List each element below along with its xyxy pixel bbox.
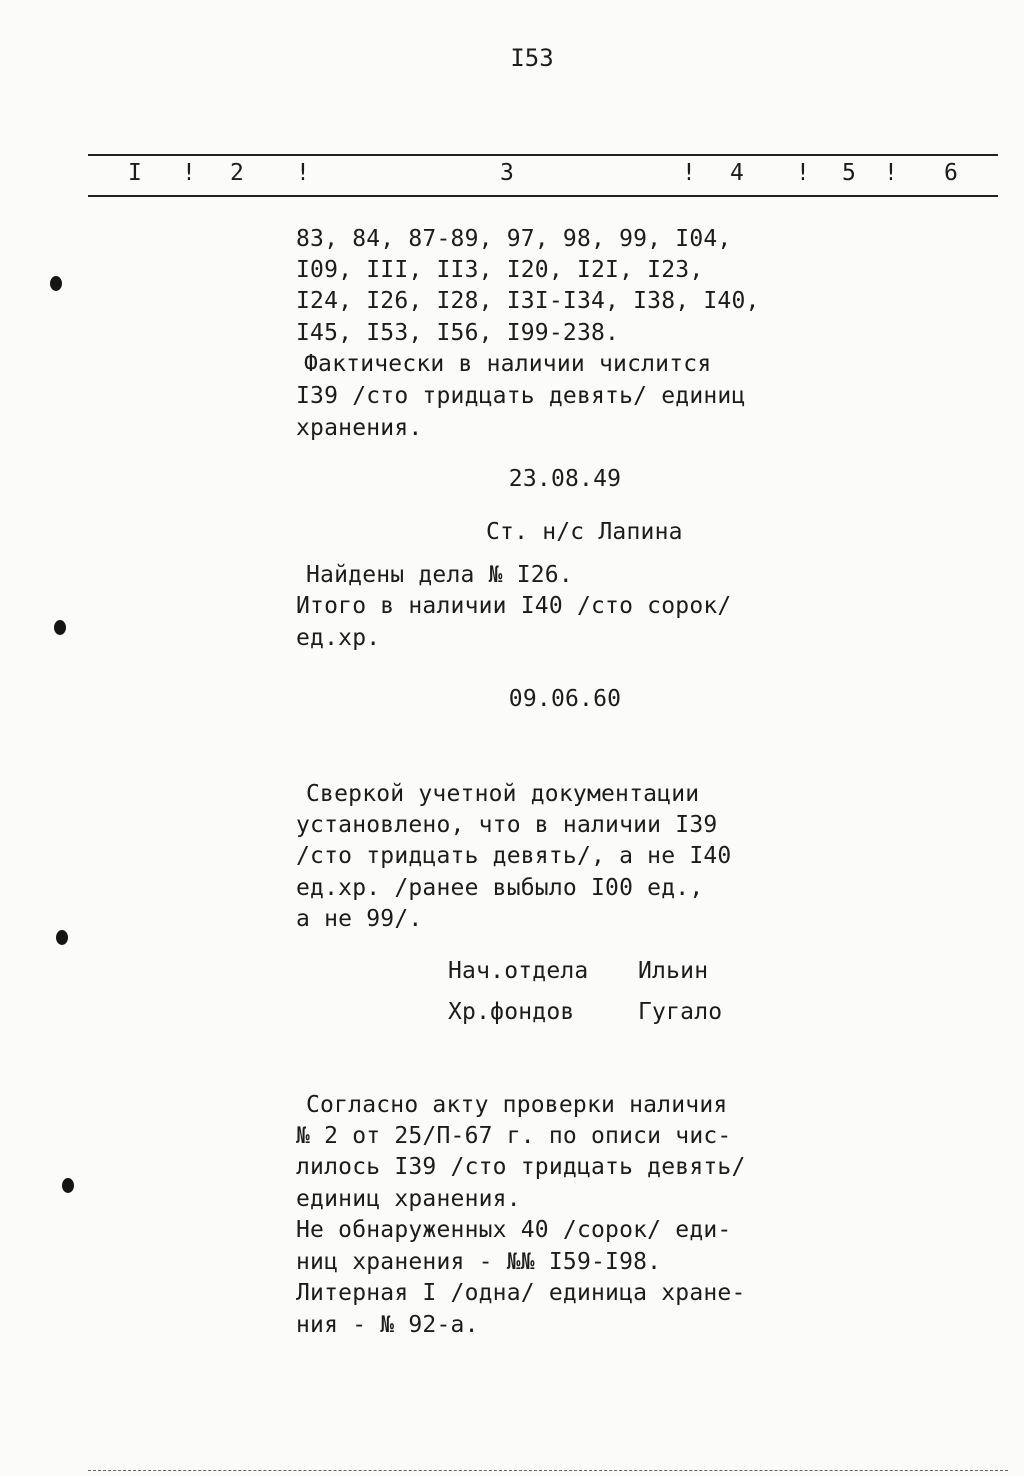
- record-date: 23.08.49: [508, 466, 622, 492]
- binding-hole: [56, 930, 68, 945]
- text-line: I09, III, II3, I20, I2I, I23,: [296, 257, 704, 283]
- text-line: установлено, что в наличии I39: [296, 812, 718, 838]
- column-2-number: 2: [230, 160, 244, 186]
- column-separator: !: [884, 160, 898, 186]
- text-line: лилось I39 /сто тридцать девять/: [296, 1154, 746, 1180]
- table-header-top-rule: [88, 154, 998, 156]
- signature-name: Гугало: [638, 999, 723, 1025]
- text-line: ед.хр.: [296, 625, 381, 651]
- column-separator: !: [296, 160, 310, 186]
- text-line: Фактически в наличии числится: [304, 351, 712, 377]
- binding-hole: [50, 276, 62, 291]
- text-line: Сверкой учетной документации: [306, 781, 700, 807]
- text-line: /сто тридцать девять/, а не I40: [296, 843, 732, 869]
- column-3-number: 3: [500, 160, 514, 186]
- column-5-number: 5: [842, 160, 856, 186]
- text-line: единиц хранения.: [296, 1186, 521, 1212]
- binding-hole: [54, 620, 66, 635]
- column-separator: !: [796, 160, 810, 186]
- text-line: 83, 84, 87-89, 97, 98, 99, I04,: [296, 226, 732, 252]
- bottom-edge-line: [88, 1470, 1008, 1471]
- column-4-number: 4: [730, 160, 744, 186]
- text-line: ниц хранения - №№ I59-I98.: [296, 1249, 662, 1275]
- text-line: Найдены дела № I26.: [306, 562, 573, 588]
- text-line: ед.хр. /ранее выбыло I00 ед.,: [296, 875, 704, 901]
- column-6-number: 6: [944, 160, 958, 186]
- signature-line: Ст. н/с Лапина: [486, 519, 683, 545]
- column-separator: !: [682, 160, 696, 186]
- page-number: I53: [510, 44, 554, 72]
- text-line: а не 99/.: [296, 906, 423, 932]
- signature-name: Ильин: [638, 958, 709, 984]
- text-line: № 2 от 25/П-67 г. по описи чис-: [296, 1123, 732, 1149]
- text-line: I39 /сто тридцать девять/ единиц: [296, 383, 746, 409]
- binding-hole: [62, 1178, 74, 1193]
- text-line: I24, I26, I28, I3I-I34, I38, I40,: [296, 288, 760, 314]
- record-date: 09.06.60: [508, 686, 622, 712]
- column-separator: !: [182, 160, 196, 186]
- text-line: ния - № 92-а.: [296, 1312, 479, 1338]
- signature-title: Хр.фондов: [448, 999, 575, 1025]
- text-line: Итого в наличии I40 /сто сорок/: [296, 593, 732, 619]
- text-line: I45, I53, I56, I99-238.: [296, 320, 620, 346]
- text-line: хранения.: [296, 415, 423, 441]
- text-line: Не обнаруженных 40 /сорок/ еди-: [296, 1217, 732, 1243]
- table-header-bottom-rule: [88, 195, 998, 197]
- signature-title: Нач.отдела: [448, 958, 589, 984]
- text-line: Согласно акту проверки наличия: [306, 1092, 728, 1118]
- text-line: Литерная I /одна/ единица хране-: [296, 1280, 746, 1306]
- column-1-number: I: [128, 160, 142, 186]
